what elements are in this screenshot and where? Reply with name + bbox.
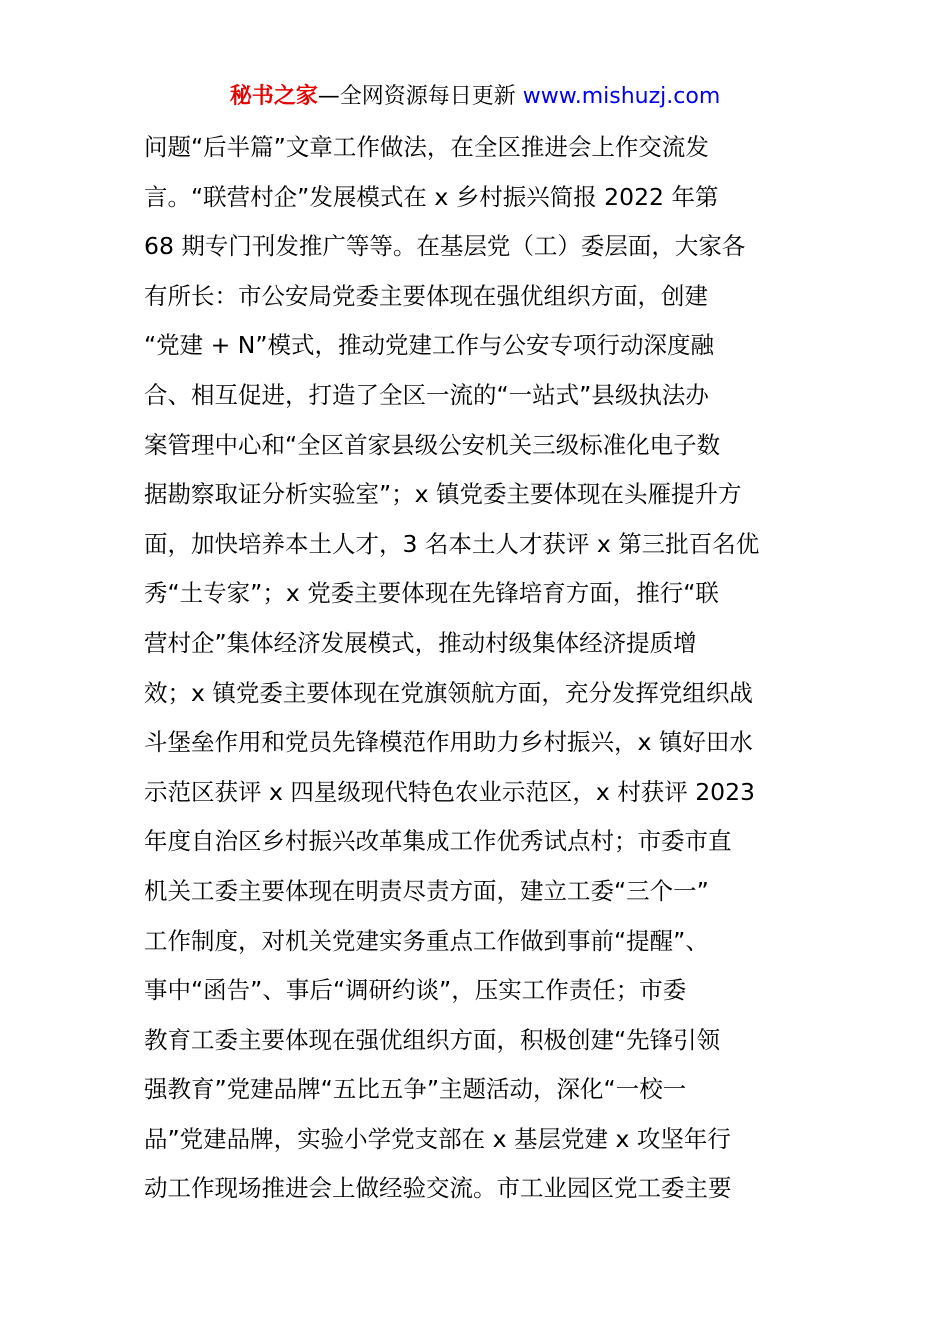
text-line: “党建 + N”模式，推动党建工作与公安专项行动深度融 — [144, 331, 715, 360]
text-line: 事中“函告”、事后“调研约谈”，压实工作责任；市委 — [144, 976, 687, 1005]
site-brand: 秘书之家 — [229, 84, 318, 109]
site-url-link[interactable]: www.mishuzj.com — [522, 84, 721, 109]
text-line: 斗堡垒作用和党员先锋模范作用助力乡村振兴，x 镇好田水 — [144, 728, 753, 757]
text-line: 机关工委主要体现在明责尽责方面，建立工委“三个一” — [144, 876, 709, 905]
text-line: 强教育”党建品牌“五比五争”主题活动，深化“一校一 — [144, 1075, 687, 1104]
site-tagline: —全网资源每日更新 — [317, 84, 516, 109]
text-line: 有所长：市公安局党委主要体现在强优组织方面，创建 — [144, 281, 708, 310]
text-line: 合、相互促进，打造了全区一流的“一站式”县级执法办 — [144, 380, 709, 409]
text-line: 营村企”集体经济发展模式，推动村级集体经济提质增 — [144, 628, 697, 657]
text-line: 68 期专门刊发推广等等。在基层党（工）委层面，大家各 — [144, 232, 746, 261]
text-line: 秀“土专家”；x 党委主要体现在先锋培育方面，推行“联 — [144, 579, 719, 608]
text-line: 工作制度，对机关党建实务重点工作做到事前“提醒”、 — [144, 926, 709, 955]
text-line: 据勘察取证分析实验室”；x 镇党委主要体现在头雁提升方 — [144, 480, 742, 509]
text-line: 教育工委主要体现在强优组织方面，积极创建“先锋引领 — [144, 1025, 721, 1054]
document-body — [144, 123, 814, 1214]
text-line: 案管理中心和“全区首家县级公安机关三级标准化电子数 — [144, 430, 721, 459]
text-line: 示范区获评 x 四星级现代特色农业示范区，x 村获评 2023 — [144, 777, 755, 806]
text-line: 年度自治区乡村振兴改革集成工作优秀试点村；市委市直 — [144, 827, 732, 856]
text-line: 效；x 镇党委主要体现在党旗领航方面，充分发挥党组织战 — [144, 678, 753, 707]
text-line: 品”党建品牌，实验小学党支部在 x 基层党建 x 攻坚年行 — [144, 1124, 731, 1153]
text-line: 问题“后半篇”文章工作做法，在全区推进会上作交流发 — [144, 133, 709, 161]
text-line: 言。“联营村企”发展模式在 x 乡村振兴简报 2022 年第 — [144, 182, 719, 211]
text-line: 动工作现场推进会上做经验交流。市工业园区党工委主要 — [144, 1174, 732, 1203]
text-line: 面，加快培养本土人才，3 名本土人才获评 x 第三批百名优 — [144, 529, 760, 558]
site-header — [0, 82, 950, 112]
